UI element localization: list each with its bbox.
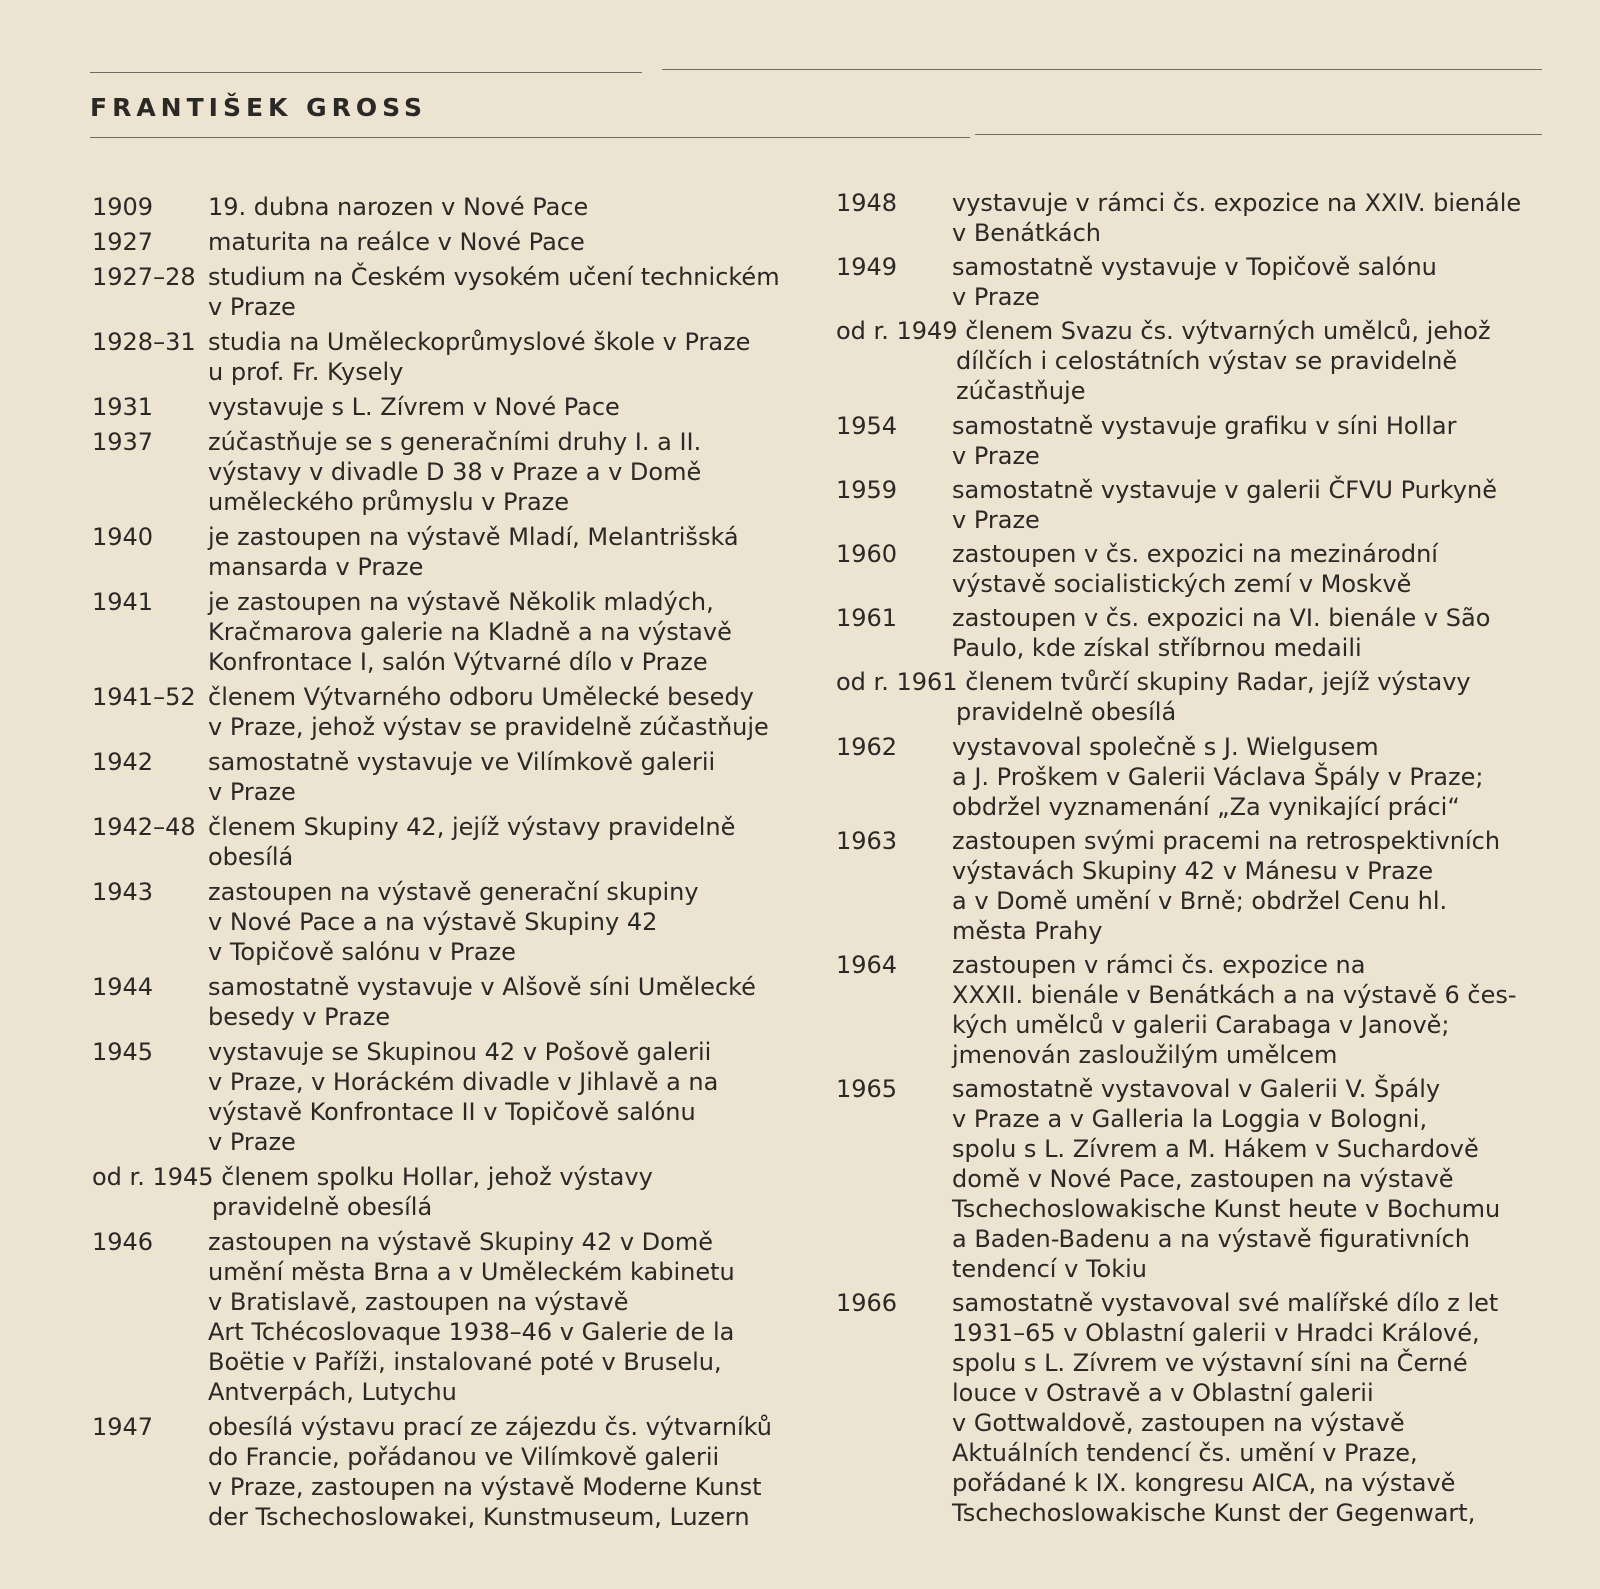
chronology-entry: [92, 972, 812, 1032]
chronology-entry: [92, 227, 812, 257]
entry-text-line: spolu s L. Zívrem a M. Hákem v Suchardově: [952, 1135, 1479, 1164]
entry-text: [208, 1037, 718, 1157]
entry-text-line: v Praze, zastoupen na výstavě Moderne Kunst: [208, 1473, 762, 1501]
entry-text-line: je zastoupen na výstavě Mladí, Melantrišská: [208, 523, 739, 551]
chronology-entry: [92, 1227, 812, 1407]
entry-text-line: u prof. Fr. Kysely: [208, 358, 404, 386]
entry-text: [208, 227, 585, 257]
entry-text-line: Art Tchécoslovaque 1938–46 v Galerie de la: [208, 1318, 735, 1346]
chronology-entry: [92, 262, 812, 322]
entry-text-line: studium na Českém vysokém učení technickém: [208, 263, 780, 291]
entry-text-line: domě v Nové Pace, zastoupen na výstavě: [952, 1165, 1454, 1194]
entry-text-line: zastoupen na výstavě Skupiny 42 v Domě: [208, 1228, 713, 1256]
entry-text: [208, 327, 750, 387]
entry-text-line: výstavy v divadle D 38 v Praze a v Domě: [208, 458, 702, 486]
entry-text-line: města Prahy: [952, 916, 1103, 945]
entry-text-line: tendencí v Tokiu: [952, 1255, 1147, 1284]
entry-year: od r. 1945: [92, 1163, 214, 1191]
entry-year: 1948: [836, 189, 898, 217]
entry-text-line: v Praze: [208, 1128, 296, 1156]
entry-text: [952, 252, 1437, 312]
chronology-entry: [92, 682, 812, 742]
entry-text-line: obesílá výstavu prací ze zájezdu čs. výtvarníků: [208, 1413, 773, 1441]
entry-text-line: vystavuje se Skupinou 42 v Pošově galerii: [208, 1038, 712, 1066]
entry-text-line: v Praze a v Galleria la Loggia v Bologni,: [952, 1105, 1428, 1134]
entry-text-line: XXXII. bienále v Benátkách a na výstavě 6 čes-: [952, 980, 1517, 1009]
entry-text-line: a v Domě umění v Brně; obdržel Cenu hl.: [952, 886, 1448, 915]
entry-year: 1942–48: [92, 813, 196, 841]
entry-text-line: zastoupen v čs. expozici na mezinárodní: [952, 539, 1438, 568]
entry-text-line: zastoupen svými pracemi na retrospektivních: [952, 826, 1501, 855]
entry-text: [952, 603, 1490, 663]
entry-text: [952, 539, 1438, 599]
entry-text-line: v Praze: [208, 293, 296, 321]
chronology-entry: [836, 826, 1566, 946]
entry-text: [208, 262, 780, 322]
chronology-entry: [92, 587, 812, 677]
entry-text: [208, 392, 620, 422]
chronology-left-column: [92, 192, 812, 1537]
entry-year: 1964: [836, 950, 898, 979]
entry-text-line: pořádané k IX. kongresu AICA, na výstavě: [952, 1469, 1456, 1498]
entry-year: 1927: [92, 228, 154, 256]
entry-text-line: v Gottwaldově, zastoupen na výstavě: [952, 1409, 1405, 1438]
entry-text-line: vystavuje s L. Zívrem v Nové Pace: [208, 393, 620, 421]
entry-text-line: vystavuje v rámci čs. expozice na XXIV. bienále: [952, 189, 1522, 217]
entry-text: [952, 732, 1483, 822]
chronology-entry: [92, 327, 812, 387]
entry-text-line: v Praze: [952, 505, 1040, 534]
entry-text-line: členem tvůrčí skupiny Radar, jejíž výstavy: [965, 668, 1471, 697]
entry-text-line: samostatně vystavuje v galerii ČFVU Purkyně: [952, 475, 1497, 504]
entry-year: 1941–52: [92, 683, 196, 711]
entry-text-line: a Baden-Badenu a na výstavě figurativních: [952, 1225, 1470, 1254]
entry-text-line: samostatně vystavoval své malířské dílo z let: [952, 1289, 1499, 1318]
entry-year: 1963: [836, 826, 898, 855]
entry-text-line: Tschechoslowakische Kunst heute v Bochumu: [952, 1195, 1501, 1224]
entry-text-line: samostatně vystavuje grafiku v síni Hollar: [952, 411, 1457, 440]
entry-text-line: obesílá: [208, 843, 294, 871]
entry-text-line: maturita na reálce v Nové Pace: [208, 228, 585, 256]
entry-text: [208, 192, 588, 222]
entry-year: 1928–31: [92, 328, 196, 356]
entry-year: 1940: [92, 523, 154, 551]
entry-text-line: v Praze: [952, 441, 1040, 470]
chronology-entry: [92, 877, 812, 967]
entry-year: 1931: [92, 393, 154, 421]
chronology-entry: [92, 812, 812, 872]
entry-text-line: výstavě Konfrontace II v Topičově salónu: [208, 1098, 696, 1126]
entry-text: [952, 950, 1517, 1070]
entry-text-line: výstavách Skupiny 42 v Mánesu v Praze: [952, 856, 1434, 885]
entry-text: [208, 682, 769, 742]
entry-year: 1927–28: [92, 263, 196, 291]
top-rule-left: [90, 72, 642, 73]
entry-text-line: louce v Ostravě a v Oblastní galerii: [952, 1379, 1374, 1408]
entry-text: [952, 475, 1497, 535]
entry-text: [208, 522, 739, 582]
chronology-entry: [836, 252, 1566, 312]
entry-text-line: je zastoupen na výstavě Několik mladých,: [208, 588, 714, 616]
entry-text-line: studia na Uměleckoprůmyslové škole v Praze: [208, 328, 751, 356]
entry-text-line: 19. dubna narozen v Nové Pace: [208, 193, 589, 221]
chronology-entry: [836, 732, 1566, 822]
entry-text: [952, 1288, 1498, 1528]
entry-text-line: spolu s L. Zívrem ve výstavní síni na Černé: [952, 1349, 1468, 1378]
bottom-rule-left: [90, 137, 970, 138]
entry-text-line: členem Skupiny 42, jejíž výstavy pravidelně: [208, 813, 736, 841]
entry-year: 1960: [836, 539, 898, 568]
entry-text-line: besedy v Praze: [208, 1003, 391, 1031]
entry-text-line: v Topičově salónu v Praze: [208, 938, 516, 966]
entry-text-line: zastoupen na výstavě generační skupiny: [208, 878, 699, 906]
entry-text: [952, 188, 1521, 248]
entry-text: [208, 587, 732, 677]
entry-year: 1954: [836, 411, 898, 440]
entry-text-line: a J. Proškem v Galerii Václava Špály v Praze;: [952, 762, 1484, 791]
chronology-entry: [836, 475, 1566, 535]
entry-text-line: v Praze: [952, 283, 1040, 312]
entry-year: 1961: [836, 604, 898, 633]
entry-text-line: členem Svazu čs. výtvarných umělců, jehož: [965, 317, 1491, 346]
entry-year: 1942: [92, 748, 154, 776]
entry-text-line: Boëtie v Paříži, instalované poté v Bruselu,: [208, 1348, 722, 1376]
entry-text-line: pravidelně obesílá: [956, 698, 1177, 727]
entry-text-line: Kračmarova galerie na Kladně a na výstavě: [208, 618, 732, 646]
entry-text: [208, 972, 756, 1032]
entry-text-line: samostatně vystavuje v Topičově salónu: [952, 253, 1437, 282]
entry-text-line: Antverpách, Lutychu: [208, 1378, 457, 1406]
entry-text-line: pravidelně obesílá: [212, 1193, 433, 1221]
entry-text: [952, 826, 1500, 946]
entry-year: 1946: [92, 1228, 154, 1256]
entry-text-line: v Benátkách: [952, 219, 1101, 247]
entry-text-line: kých umělců v galerii Carabaga v Janově;: [952, 1010, 1450, 1039]
entry-text: [208, 1412, 772, 1532]
entry-text-line: uměleckého průmyslu v Praze: [208, 488, 570, 516]
chronology-entry: [92, 1037, 812, 1157]
entry-year: 1941: [92, 588, 154, 616]
entry-text-line: samostatně vystavoval v Galerii V. Špály: [952, 1075, 1441, 1104]
entry-year: 1959: [836, 475, 898, 504]
entry-text-line: jmenován zasloužilým umělcem: [952, 1040, 1338, 1069]
entry-text-line: vystavoval společně s J. Wielgusem: [952, 732, 1379, 761]
entry-text: [208, 877, 699, 967]
entry-text: [208, 427, 701, 517]
entry-text: [952, 1074, 1500, 1284]
entry-text: [208, 747, 715, 807]
entry-text-line: 1931–65 v Oblastní galerii v Hradci Králové,: [952, 1319, 1480, 1348]
entry-text-line: v Praze, jehož výstav se pravidelně zúčastňuje: [208, 713, 769, 741]
chronology-entry: [92, 1412, 812, 1532]
chronology-entry: [836, 950, 1566, 1070]
entry-year: 1966: [836, 1289, 898, 1318]
entry-text-line: do Francie, pořádanou ve Vilímkově galerii: [208, 1443, 720, 1471]
chronology-entry: [92, 392, 812, 422]
entry-text-line: Konfrontace I, salón Výtvarné dílo v Praze: [208, 648, 708, 676]
entry-text-line: obdržel vyznamenání „Za vynikající práci“: [952, 792, 1460, 821]
entry-text-line: Tschechoslowakische Kunst der Gegenwart,: [952, 1499, 1476, 1528]
entry-year: od r. 1949: [836, 317, 958, 346]
entry-text-line: umění města Brna a v Uměleckém kabinetu: [208, 1258, 735, 1286]
bottom-rule-right: [975, 134, 1542, 135]
chronology-entry: [836, 1288, 1566, 1528]
chronology-entry: [92, 522, 812, 582]
entry-text-line: zastoupen v čs. expozici na VI. bienále v São: [952, 604, 1491, 633]
chronology-right-column: [836, 188, 1566, 1532]
entry-year: od r. 1961: [836, 668, 958, 697]
entry-text-line: samostatně vystavuje ve Vilímkově galerii: [208, 748, 716, 776]
chronology-entry: [92, 427, 812, 517]
entry-text-line: Paulo, kde získal stříbrnou medaili: [952, 634, 1362, 663]
chronology-entry: [836, 188, 1566, 248]
entry-text-line: členem Výtvarného odboru Umělecké besedy: [208, 683, 754, 711]
chronology-entry: [92, 192, 812, 222]
chronology-entry: [92, 747, 812, 807]
entry-year: 1944: [92, 973, 154, 1001]
entry-text-line: členem spolku Hollar, jehož výstavy: [221, 1163, 653, 1191]
entry-text-line: výstavě socialistických zemí v Moskvě: [952, 569, 1412, 598]
entry-year: 1937: [92, 428, 154, 456]
entry-text-line: v Praze, v Horáckém divadle v Jihlavě a na: [208, 1068, 719, 1096]
entry-year: 1965: [836, 1075, 898, 1104]
entry-year: 1962: [836, 732, 898, 761]
chronology-entry: [836, 1074, 1566, 1284]
entry-text-line: zúčastňuje: [956, 377, 1086, 406]
top-rule-right: [662, 69, 1542, 70]
entry-text-line: dílčích i celostátních výstav se pravidelně: [956, 347, 1458, 376]
page-title: FRANTIŠEK GROSS: [90, 93, 428, 122]
entry-text-line: v Bratislavě, zastoupen na výstavě: [208, 1288, 629, 1316]
entry-text-line: der Tschechoslowakei, Kunstmuseum, Luzern: [208, 1503, 750, 1531]
entry-year: 1945: [92, 1038, 154, 1066]
chronology-entry: [836, 411, 1566, 471]
entry-text-line: v Praze: [208, 778, 296, 806]
entry-year: 1943: [92, 878, 154, 906]
chronology-entry: [836, 603, 1566, 663]
entry-text-line: samostatně vystavuje v Alšově síni Umělecké: [208, 973, 756, 1001]
entry-text: [208, 1227, 735, 1407]
chronology-entry: [92, 1162, 812, 1222]
entry-year: 1949: [836, 253, 898, 282]
entry-text-line: mansarda v Praze: [208, 553, 424, 581]
entry-year: 1909: [92, 193, 154, 221]
entry-text-line: v Nové Pace a na výstavě Skupiny 42: [208, 908, 658, 936]
entry-text-line: zastoupen v rámci čs. expozice na: [952, 950, 1366, 979]
chronology-entry: [836, 316, 1566, 406]
entry-text-line: Aktuálních tendencí čs. umění v Praze,: [952, 1439, 1418, 1468]
chronology-entry: [836, 667, 1566, 727]
entry-text: [208, 812, 735, 872]
entry-year: 1947: [92, 1413, 154, 1441]
chronology-entry: [836, 539, 1566, 599]
entry-text-line: zúčastňuje se s generačními druhy I. a II.: [208, 428, 702, 456]
entry-text: [952, 411, 1457, 471]
